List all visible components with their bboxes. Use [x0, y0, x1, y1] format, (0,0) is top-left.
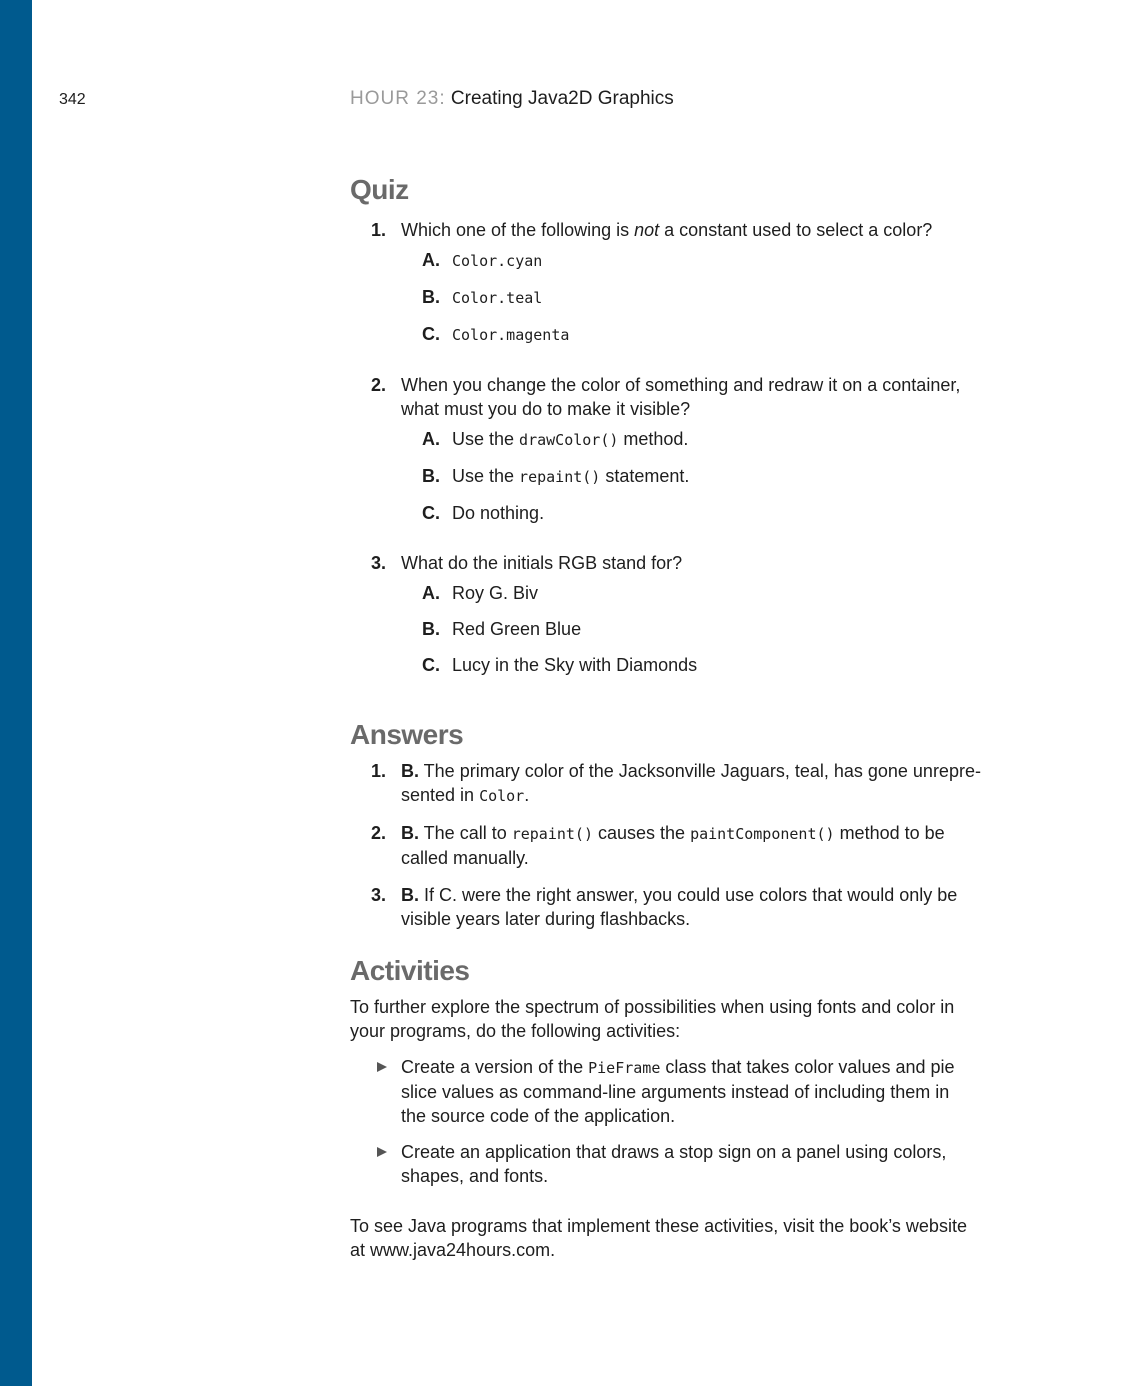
quiz-option: B. Use the repaint() statement.: [422, 466, 690, 486]
activities-intro: To further explore the spectrum of possibilities when using fonts and color in your programs, do the following activities:: [350, 997, 955, 1041]
bullet-triangle-icon: [377, 1062, 387, 1072]
quiz-option: B. Color.teal: [422, 287, 543, 307]
bullet-triangle-icon: [377, 1147, 387, 1157]
quiz-question-3: 3. What do the initials RGB stand for? A. Roy G. Biv B. Red Green Blue C. Lucy in the Sky with Diamonds: [350, 551, 1010, 677]
running-head: [350, 88, 674, 110]
quiz-option: A. Roy G. Biv: [422, 583, 539, 603]
running-head-title: Creating Java2D Graphics: [450, 88, 674, 109]
quiz-option: A. Color.cyan: [422, 250, 543, 270]
website-link: at www.java24hours.com.: [350, 1240, 556, 1260]
page-content: [350, 170, 1010, 1262]
activity-item-2: Create an application that draws a stop sign on a panel using colors, shapes, and fonts.: [350, 1140, 1010, 1188]
quiz-option: C. Lucy in the Sky with Diamonds: [422, 655, 698, 675]
quiz-heading: Quiz: [350, 174, 409, 205]
running-head-hour: HOUR 23:: [350, 88, 446, 109]
answer-3: 3. B. If C. were the right answer, you could use colors that would only be visible years later during flashbacks.: [371, 885, 958, 929]
quiz-option: C. Color.magenta: [422, 324, 570, 344]
answer-2: 2. B. The call to repaint() causes the paintComponent() method to be called manually.: [371, 823, 945, 868]
answer-1: 1. B. The primary color of the Jacksonville Jaguars, teal, has gone unrepre- sented in Color.: [371, 761, 981, 805]
activities-heading: Activities: [350, 955, 470, 986]
activities-outro: To see Java programs that implement these activities, visit the book’s website at www.java24hours.com.: [350, 1216, 967, 1260]
quiz-option: B. Red Green Blue: [422, 619, 582, 639]
left-color-band: [0, 0, 32, 1386]
page-number: 342: [59, 91, 86, 108]
quiz-option: C. Do nothing.: [422, 503, 545, 523]
activity-item-1: Create a version of the PieFrame class that takes color values and pie slice values as command-line arguments instead of including them in the source code of the application.: [350, 1055, 1010, 1128]
quiz-question-1: 1. Which one of the following is not a constant used to select a color? A. Color.cyan B. Color.teal C. Color.magenta: [350, 218, 1010, 347]
answers-heading: Answers: [350, 719, 464, 750]
quiz-question-2: 2. When you change the color of something and redraw it on a container, what must you do to make it visible? A. Use the drawColor() method. B. Use the repaint() statement. C. Do nothing.: [350, 373, 1010, 525]
quiz-option: A. Use the drawColor() method.: [422, 429, 689, 449]
